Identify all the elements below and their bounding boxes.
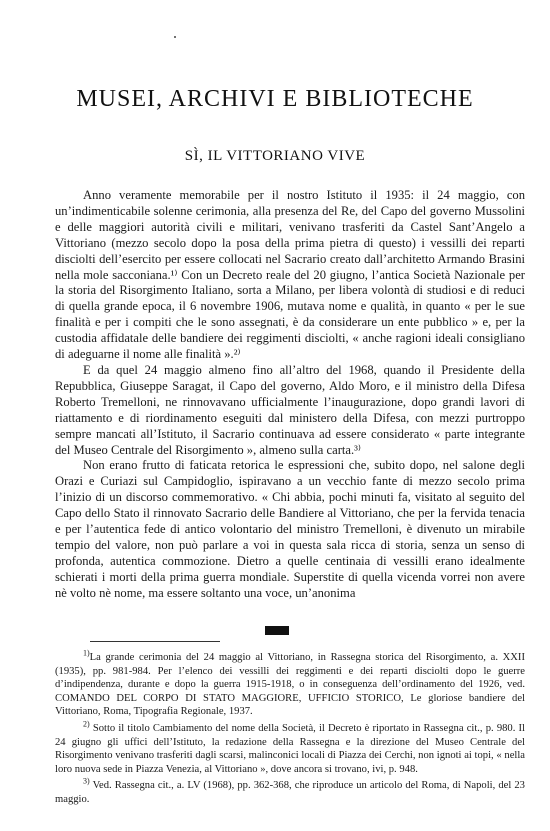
footnote-number: 1) (83, 648, 90, 658)
footnote-number: 3) (83, 776, 90, 786)
footnotes (55, 648, 525, 810)
paragraph: Non erano frutto di faticata retorica le espressioni che, subito dopo, nel salone degli Orazi e Curiazi sul Campidoglio, ispiravano a un vecchio fante di mezzo secolo prima l’inizio di un discorso commemorativo. « Chi abbia, pochi minuti fa, visitato al seguito del Capo dello Stato il rinnovato Sacrario delle Bandiere al Vittoriano, che per la fervida tenacia e per l’autentica fede di antico volontario del ministro Tremelloni, è divenuto un mirabile tempio del valore, non può parlare a voi in questa sala ricca di storia, senza un senso di profonda, autentica commozione. Dietro a quelle centinaia di vessilli erano idealmente schierati i morti della prima guerra mondiale. Superstite di quella vicenda vorrei non avere nè volto nè nome, ma essere soltanto una voce, un’anonima (55, 458, 525, 600)
footnote-text: Sotto il titolo Cambiamento del nome della Società, il Decreto è riportato in Rassegna cit., p. 980. Il 24 giugno gli uffici dell’Istituto, la redazione della Rassegna e la direzione del Museo Centrale del Risorgimento venivano trasferiti dagli scarsi, malinconici locali di Piazza dei Cerchi, non ignoti ai topi, « nella loro nuova sede in Piazza Venezia, al Vittoriano », dove ancora si trovano, ivi, p. 948. (55, 722, 525, 775)
footnote (55, 776, 525, 806)
footnote-divider (90, 641, 220, 642)
article-title: SÌ, IL VITTORIANO VIVE (184, 148, 366, 164)
footnote-number: 2) (83, 719, 90, 729)
footnote (55, 648, 525, 719)
footnote-text: Ved. Rassegna cit., a. LV (1968), pp. 362-368, che riproduce un articolo del Roma, di Napoli, del 23 maggio. (55, 780, 525, 805)
footnote (55, 719, 525, 776)
ink-marker (265, 626, 289, 635)
article-body (55, 188, 525, 602)
paragraph: E da quel 24 maggio almeno fino all’altro del 1968, quando il Presidente della Repubblica, Giuseppe Saragat, il Capo del governo, Aldo Moro, e il ministro della Difesa Roberto Tremelloni, ne rinnovavano ufficialmente l’inaugurazione, dopo grandi lavori di riattamento e di riordinamento eseguiti dal ministero della Difesa, con mezzi purtroppo sempre mancati all’Istituto, il Sacrario continuava ad essere considerato « parte integrante del Museo Centrale del Risorgimento », almeno sulla carta.³⁾ (55, 362, 525, 457)
section-heading: MUSEI, ARCHIVI E BIBLIOTECHE (76, 86, 474, 112)
paragraph: Anno veramente memorabile per il nostro Istituto il 1935: il 24 maggio, con un’indimenticabile solenne cerimonia, alla presenza del Re, del Capo del governo Mussolini e delle maggiori autorità civili e militari, venivano trasferiti da Castel Sant’Angelo a Vittoriano (mezzo secolo dopo la posa della prima pietra di questo) i vessilli dei reparti disciolti dell’esercito per essere collocati nel Sacrario creato dall’architetto Armando Brasini nella mole sacconiana.¹⁾ Con un Decreto reale del 20 giugno, l’antica Società Nazionale per la storia del Risorgimento Italiano, sorta a Milano, per libera volontà di studiosi e di reduci di quella grande epoca, il 6 novembre 1906, mutava nome e qualità, in quanto « per le sue finalità e per i compiti che le sono assegnati, è da considerare un ente pubblico » e, per la custodia affidatale delle bandiere dei reggimenti disciolti, « anche ragioni ideali consigliano di adeguarne il nome alle finalità ».²⁾ (55, 188, 525, 362)
stray-mark (174, 36, 176, 38)
footnote-text: La grande cerimonia del 24 maggio al Vittoriano, in Rassegna storica del Risorgimento, a. XXII (1935), pp. 981-984. Per l’elenco dei vessilli dei reggimenti e dei reparti disciolti dopo le guerre d’indipendenza, durante e dopo la guerra 1915-1918, o in conseguenza dell’ordinamento del 1926, ved. COMANDO DEL CORPO DI STATO MAGGIORE, UFFICIO STORICO, Le gloriose bandiere del Vittoriano, Roma, Tipografia Regionale, 1937. (55, 652, 525, 718)
